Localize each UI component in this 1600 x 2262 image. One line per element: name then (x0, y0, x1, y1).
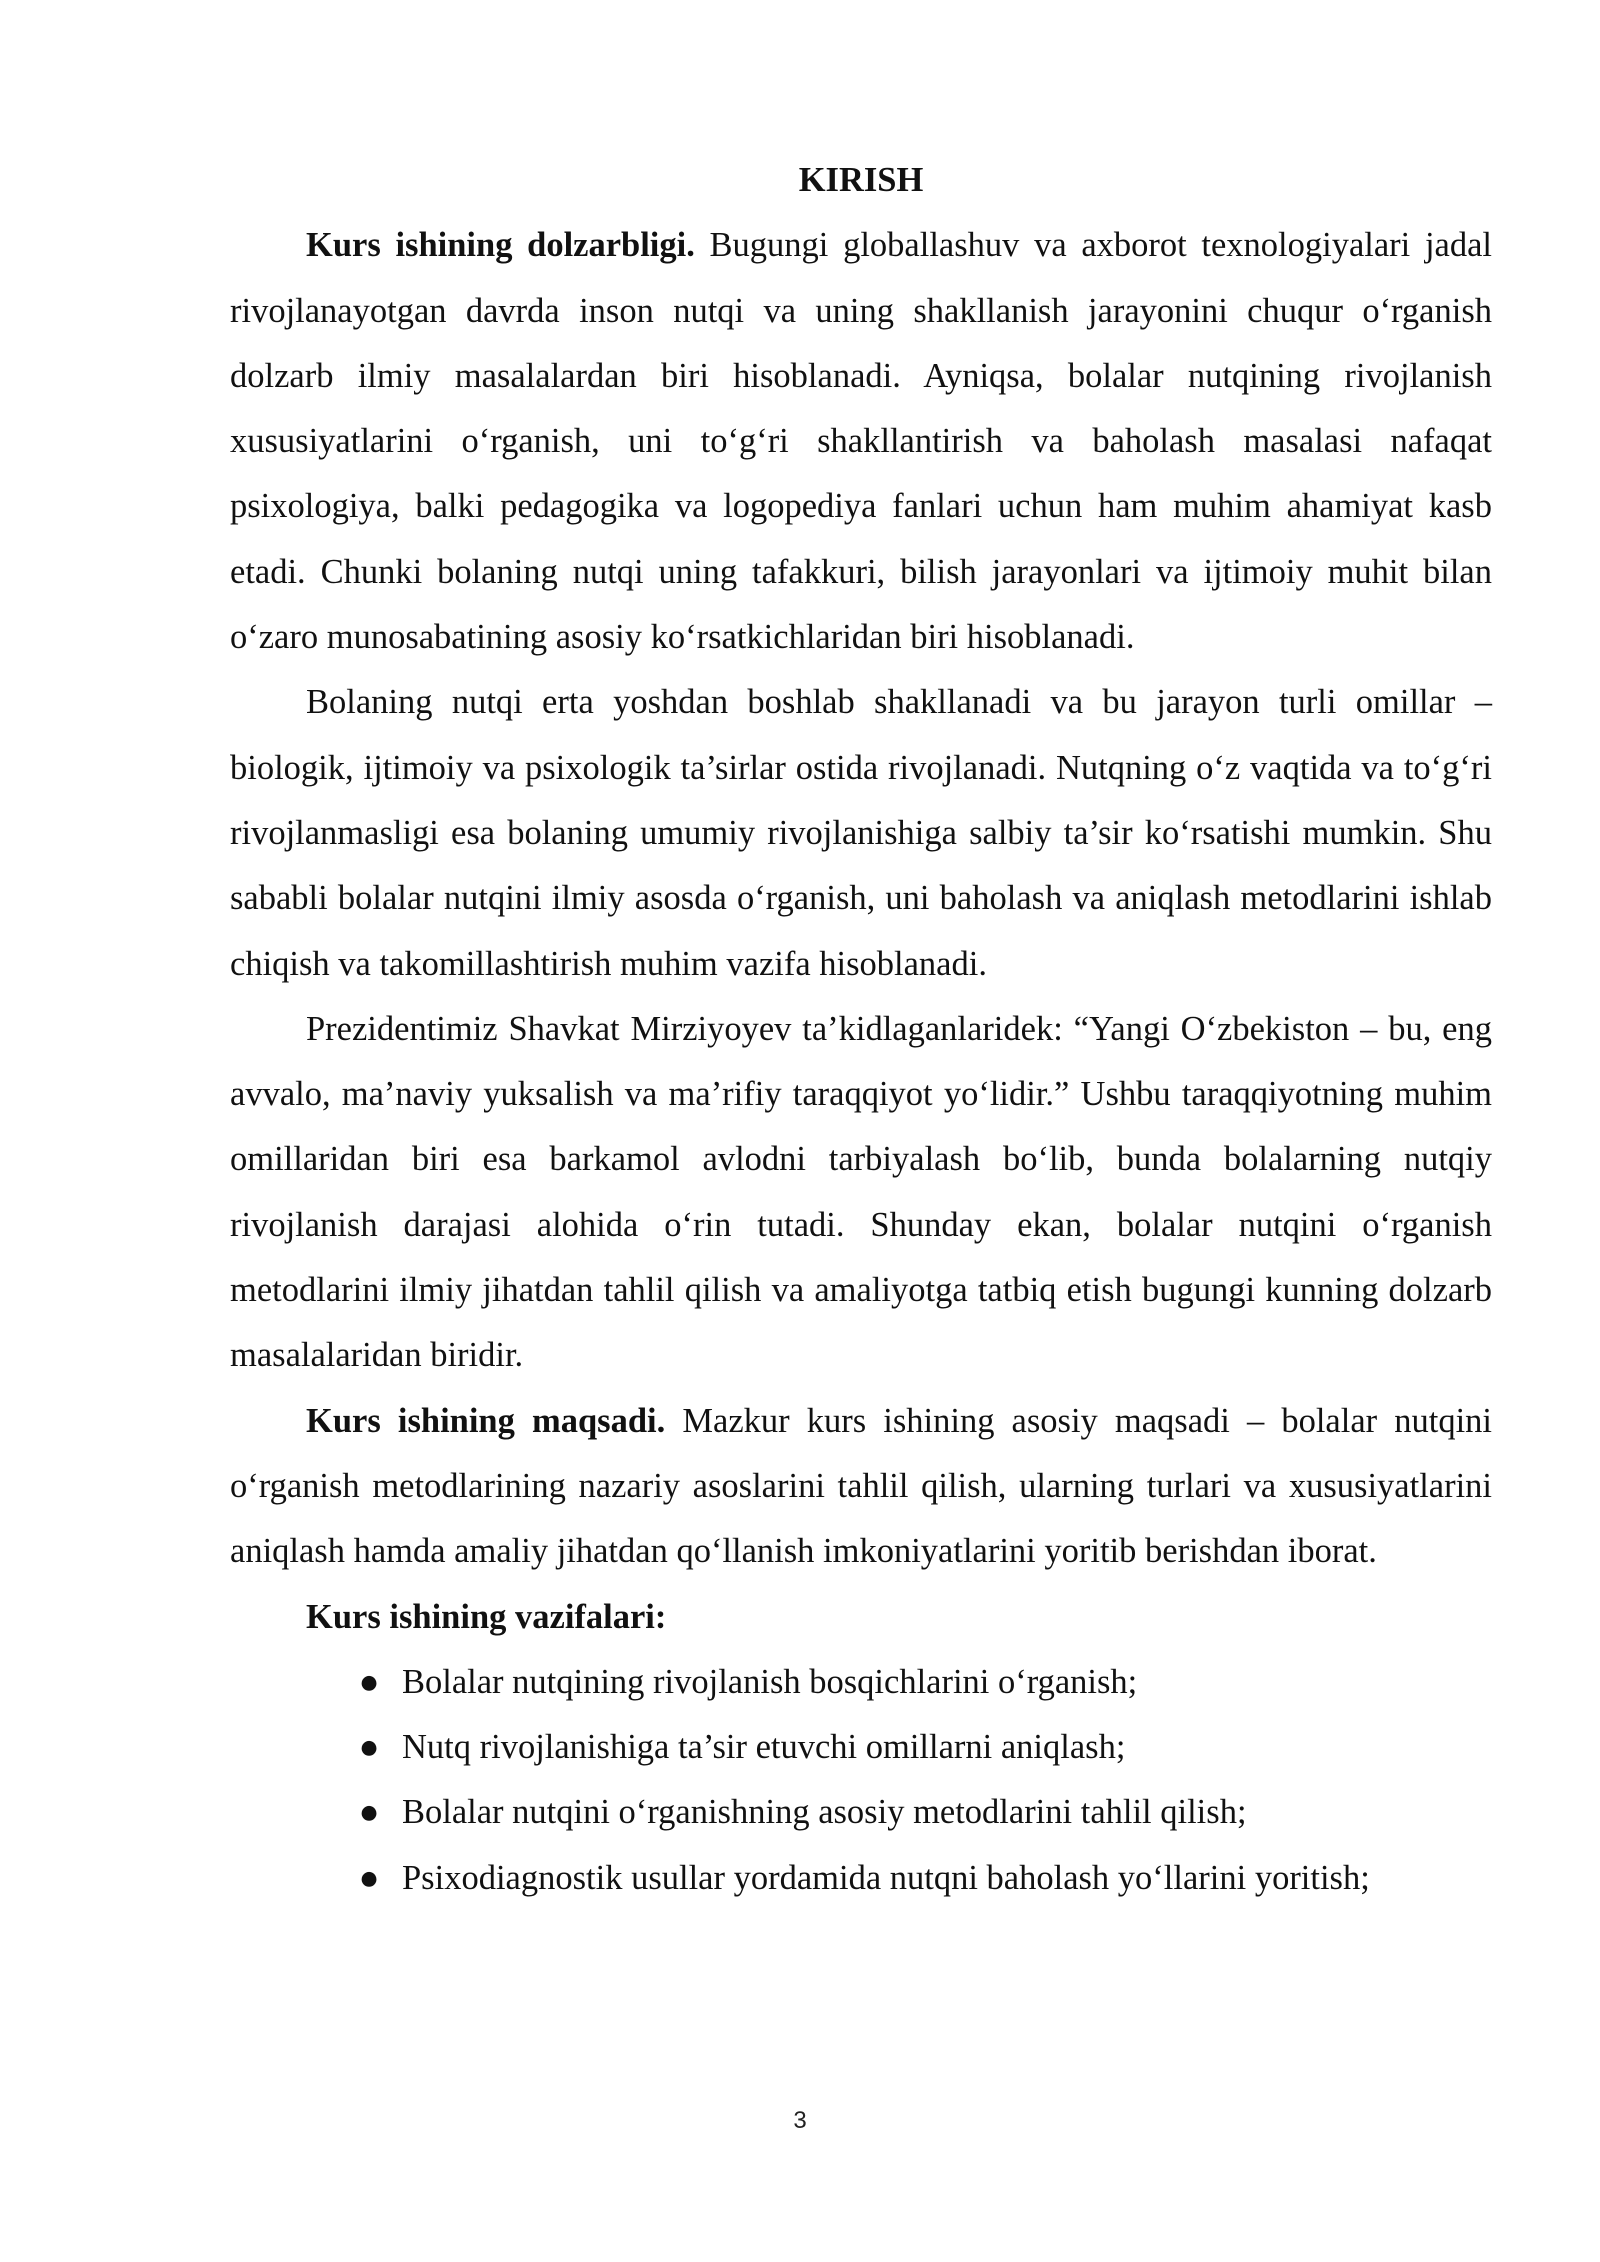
paragraph-speech-development (230, 670, 1492, 996)
bullet-icon: ● (358, 1858, 380, 1897)
paragraph-goal (230, 1389, 1492, 1585)
page-number: 3 (793, 2107, 807, 2134)
paragraph-lead-goal: Kurs ishining maqsadi. (306, 1401, 666, 1440)
paragraph-relevance (230, 213, 1492, 670)
paragraph-lead-relevance: Kurs ishining dolzarbligi. (306, 226, 695, 265)
list-item (230, 1780, 1492, 1845)
bullet-icon: ● (358, 1662, 380, 1701)
list-item-text: Nutq rivojlanishiga ta’sir etuvchi omillarni aniqlash; (402, 1728, 1126, 1767)
list-item (230, 1715, 1492, 1780)
tasks-list (230, 1650, 1492, 1911)
paragraph-text-president-quote: Prezidentimiz Shavkat Mirziyoyev ta’kidlaganlaridek: “Yangi Oʻzbekiston – bu, eng avvalo, ma’naviy yuksalish va ma’rifiy taraqqiyot yoʻlidir.” Ushbu taraqqiyotning muhim omillaridan biri esa barkamol avlodni tarbiyalash boʻlib, bunda bolalarning nutqiy rivojlanish darajasi alohida oʻrin tutadi. Shunday ekan, bolalar nutqini oʻrganish metodlarini ilmiy jihatdan tahlil qilish va amaliyotga tatbiq etish bugungi kunning dolzarb masalalaridan biridir. (230, 1009, 1492, 1375)
list-item-text: Psixodiagnostik usullar yordamida nutqni baholash yoʻllarini yoritish; (402, 1858, 1370, 1897)
list-item (230, 1846, 1492, 1911)
tasks-heading: Kurs ishining vazifalari: (306, 1597, 667, 1636)
paragraph-text-speech-development: Bolaning nutqi erta yoshdan boshlab shakllanadi va bu jarayon turli omillar – biologik, ijtimoiy va psixologik ta’sirlar ostida rivojlanadi. Nutqning oʻz vaqtida va toʻgʻri rivojlanmasligi esa bolaning umumiy rivojlanishiga salbiy ta’sir koʻrsatishi mumkin. Shu sababli bolalar nutqini ilmiy asosda oʻrganish, uni baholash va aniqlash metodlarini ishlab chiqish va takomillashtirish muhim vazifa hisoblanadi. (230, 683, 1492, 983)
page-title: KIRISH (798, 161, 924, 199)
list-item (230, 1650, 1492, 1715)
paragraph-text-goal: Mazkur kurs ishining asosiy maqsadi – bolalar nutqini oʻrganish metodlarining nazariy asoslarini tahlil qilish, ularning turlari va xususiyatlarini aniqlash hamda amaliy jihatdan qoʻllanish imkoniyatlarini yoritib berishdan iborat. (230, 1401, 1492, 1571)
paragraph-president-quote (230, 997, 1492, 1389)
page-content (230, 148, 1492, 1911)
list-item-text: Bolalar nutqining rivojlanish bosqichlarini oʻrganish; (402, 1662, 1138, 1701)
bullet-icon: ● (358, 1793, 380, 1832)
list-item-text: Bolalar nutqini oʻrganishning asosiy metodlarini tahlil qilish; (402, 1793, 1247, 1832)
paragraph-text-relevance: Bugungi globallashuv va axborot texnologiyalari jadal rivojlanayotgan davrda inson nutqi va uning shakllanish jarayonini chuqur oʻrganish dolzarb ilmiy masalalardan biri hisoblanadi. Ayniqsa, bolalar nutqining rivojlanish xususiyatlarini oʻrganish, uni toʻgʻri shakllantirish va baholash masalasi nafaqat psixologiya, balki pedagogika va logopediya fanlari uchun ham muhim ahamiyat kasb etadi. Chunki bolaning nutqi uning tafakkuri, bilish jarayonlari va ijtimoiy muhit bilan oʻzaro munosabatining asosiy koʻrsatkichlaridan biri hisoblanadi. (230, 226, 1492, 657)
bullet-icon: ● (358, 1728, 380, 1767)
